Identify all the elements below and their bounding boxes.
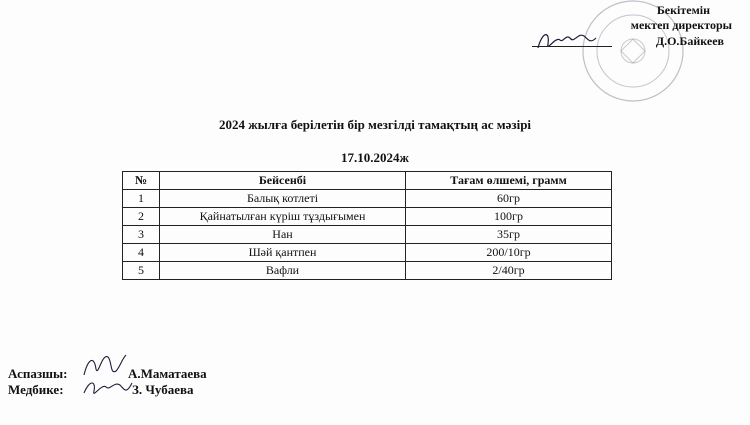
menu-table bbox=[122, 171, 612, 280]
nurse-name: З. Чубаева bbox=[132, 382, 194, 397]
approval-line-approve: Бекітемін bbox=[656, 3, 710, 17]
director-signature bbox=[532, 26, 602, 56]
approval-line-director-name: Д.О.Байкеев bbox=[655, 34, 724, 48]
row-amount: 35гр bbox=[406, 226, 612, 244]
approval-line-position: мектеп директоры bbox=[630, 18, 732, 32]
nurse-signature bbox=[80, 375, 136, 403]
row-number: 3 bbox=[123, 226, 160, 244]
row-amount: 2/40гр bbox=[406, 262, 612, 280]
cook-role: Аспазшы: bbox=[8, 366, 68, 381]
row-number: 4 bbox=[123, 244, 160, 262]
approval-block bbox=[532, 2, 732, 102]
table-row bbox=[123, 244, 612, 262]
table-header-row bbox=[123, 172, 612, 190]
row-dish: Шәй қантпен bbox=[160, 244, 406, 262]
row-number: 1 bbox=[123, 190, 160, 208]
header-number: № bbox=[123, 172, 160, 190]
row-dish: Балық котлеті bbox=[160, 190, 406, 208]
row-dish: Вафли bbox=[160, 262, 406, 280]
header-portion: Тағам өлшемі, грамм bbox=[406, 172, 612, 190]
row-number: 2 bbox=[123, 208, 160, 226]
table-row bbox=[123, 190, 612, 208]
menu-title: 2024 жылға берілетін бір мезгілді тамақтың ас мәзірі bbox=[218, 117, 532, 132]
cook-name: А.Маматаева bbox=[128, 366, 207, 381]
table-row bbox=[123, 226, 612, 244]
menu-date: 17.10.2024ж bbox=[341, 150, 409, 165]
row-dish: Нан bbox=[160, 226, 406, 244]
row-amount: 200/10гр bbox=[406, 244, 612, 262]
table-row bbox=[123, 208, 612, 226]
row-amount: 60гр bbox=[406, 190, 612, 208]
nurse-role: Медбике: bbox=[8, 382, 64, 397]
header-day: Бейсенбі bbox=[160, 172, 406, 190]
table-row bbox=[123, 262, 612, 280]
row-dish: Қайнатылған күріш тұздығымен bbox=[160, 208, 406, 226]
row-number: 5 bbox=[123, 262, 160, 280]
row-amount: 100гр bbox=[406, 208, 612, 226]
